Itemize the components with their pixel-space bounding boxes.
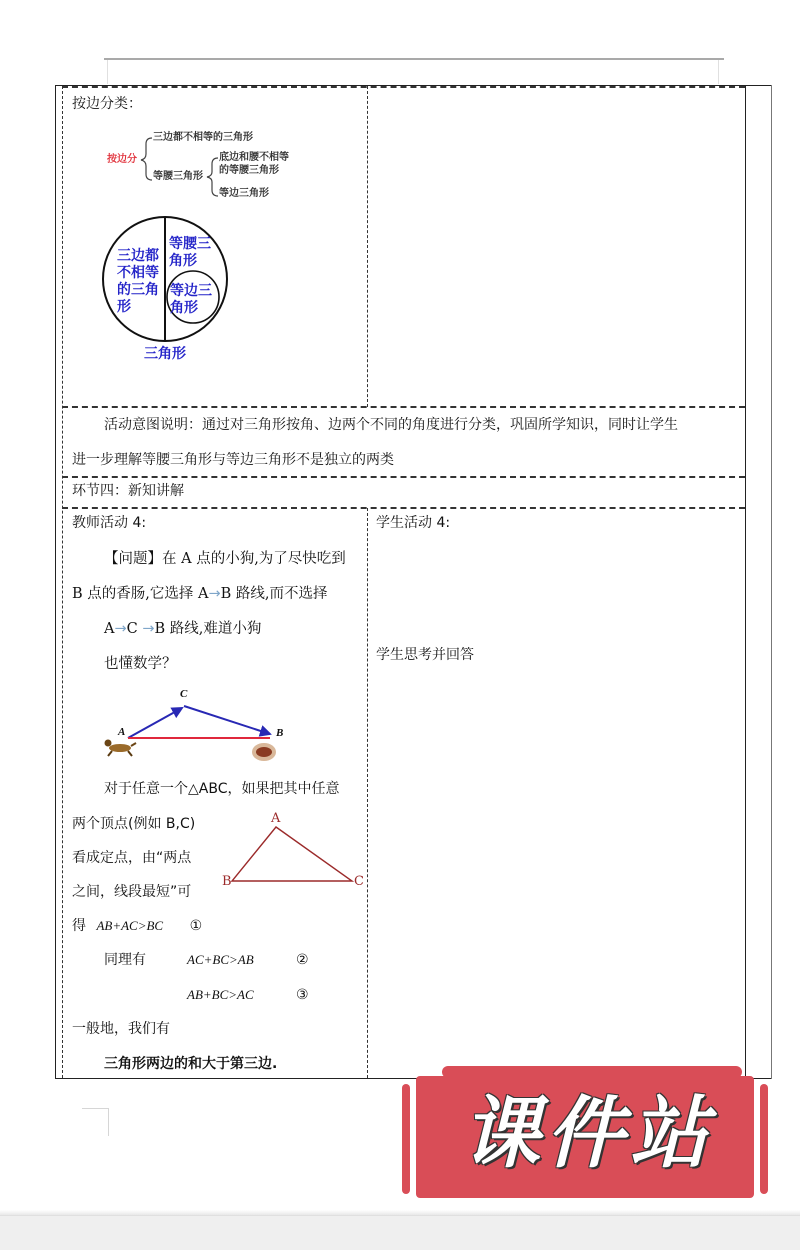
watermark-logo [398,1066,770,1201]
page-margin-mark [718,60,719,84]
row-divider [62,406,745,408]
row-divider [62,86,745,88]
student-activity-heading: 学生活动 4: [376,515,451,531]
question-text: B 点的香肠,它选择 A [72,586,209,602]
col-divider [367,86,368,407]
venn-text-line: 形 [117,299,131,315]
circled-number-1: ① [189,918,203,934]
proof-line-2: 两个顶点(例如 B,C) [72,816,196,832]
triangle-abc-figure [220,810,370,890]
table-right-column [745,85,772,1079]
sausage-plate-icon [252,743,276,761]
col-divider [367,508,368,1078]
classify-branch-scalene: 三边都不相等的三角形 [153,132,253,143]
proof-line-4: 之间，线段最短”可 [72,884,192,900]
venn-text-line: 角形 [170,300,198,316]
watermark-stroke [760,1084,768,1194]
venn-text-line: 的三角 [117,282,159,298]
venn-caption: 三角形 [144,346,186,362]
dog-path-figure [98,686,298,766]
venn-diagram [100,214,230,366]
question-line-3 [104,620,261,638]
triangle-lines [220,810,370,890]
venn-text-line: 不相等 [117,265,159,281]
section-title: 环节四：新知讲解 [72,483,184,499]
same-reason-line: 同理有 [104,952,146,968]
intent-line-2: 进一步理解等腰三角形与等边三角形不是独立的两类 [72,452,394,468]
watermark-text: 课件站 [461,1089,714,1179]
point-b-label: B [276,727,284,739]
circled-number-3: ③ [296,987,309,1003]
row-divider [62,476,745,478]
venn-text-line: 三边都 [117,248,159,264]
page-margin-mark [82,1108,109,1136]
classify-sub-isosceles-2: 的等腰三角形 [219,165,279,176]
vertex-c-label: C [354,874,364,889]
classify-root-label: 按边分 [107,154,137,165]
dog-icon [105,740,137,757]
venn-text-line: 等边三 [170,283,212,299]
classify-sub-isosceles-1: 底边和腰不相等 [219,152,289,163]
student-response: 学生思考并回答 [376,647,474,663]
venn-isosceles-label [169,236,211,270]
classify-heading: 按边分类： [72,96,142,112]
viewer-status-bar [0,1215,800,1250]
venn-equilateral-label [170,283,212,317]
question-text: B 路线,而不选择 [220,586,328,602]
classify-branch-isosceles: 等腰三角形 [153,171,203,182]
general-statement: 一般地，我们有 [72,1021,170,1037]
classify-sub-equilateral: 等边三角形 [219,188,269,199]
venn-scalene-label [117,248,159,316]
arrow-icon: → [208,586,221,602]
teacher-activity-heading: 教师活动 4: [72,515,147,531]
inequality-3: AB+BC>AC [187,987,254,1002]
question-line-2 [72,585,328,603]
vertex-b-label: B [222,874,232,889]
watermark-stroke [402,1084,410,1194]
venn-text-line: 等腰三 [169,236,211,252]
proof-text: 得 [72,918,86,934]
question-line-1: 【问题】在 A 点的小狗,为了尽快吃到 [104,551,346,567]
question-line-4: 也懂数学？ [104,656,177,672]
page-margin-mark [107,60,108,84]
classification-diagram [100,128,300,208]
vertex-a-label: A [271,811,281,826]
intent-line-1: 活动意图说明：通过对三角形按角、边两个不同的角度进行分类，巩固所学知识，同时让学生 [104,417,678,433]
col-divider [62,86,63,1078]
question-text: C [126,621,138,637]
proof-text: 对于任意一个△ABC，如果把其中任意 [104,781,340,797]
arrow-icon: → [114,621,127,637]
point-a-label: A [118,726,126,738]
page-header-rule [104,58,724,60]
inequality-2: AC+BC>AB [187,952,254,967]
point-c-label: C [180,688,188,700]
path-lines [98,686,298,766]
inequality-1: AB+AC>BC [96,918,164,933]
theorem-statement: 三角形两边的和大于第三边. [104,1056,278,1072]
question-text: A [104,621,115,637]
row-divider [62,507,745,509]
proof-line-1 [104,780,339,798]
proof-line-5 [72,917,202,935]
question-text: B 路线,难道小狗 [154,621,262,637]
proof-line-3: 看成定点，由“两点 [72,850,192,866]
arrow-icon: → [142,621,155,637]
circled-number-2: ② [296,952,309,968]
venn-text-line: 角形 [169,253,197,269]
